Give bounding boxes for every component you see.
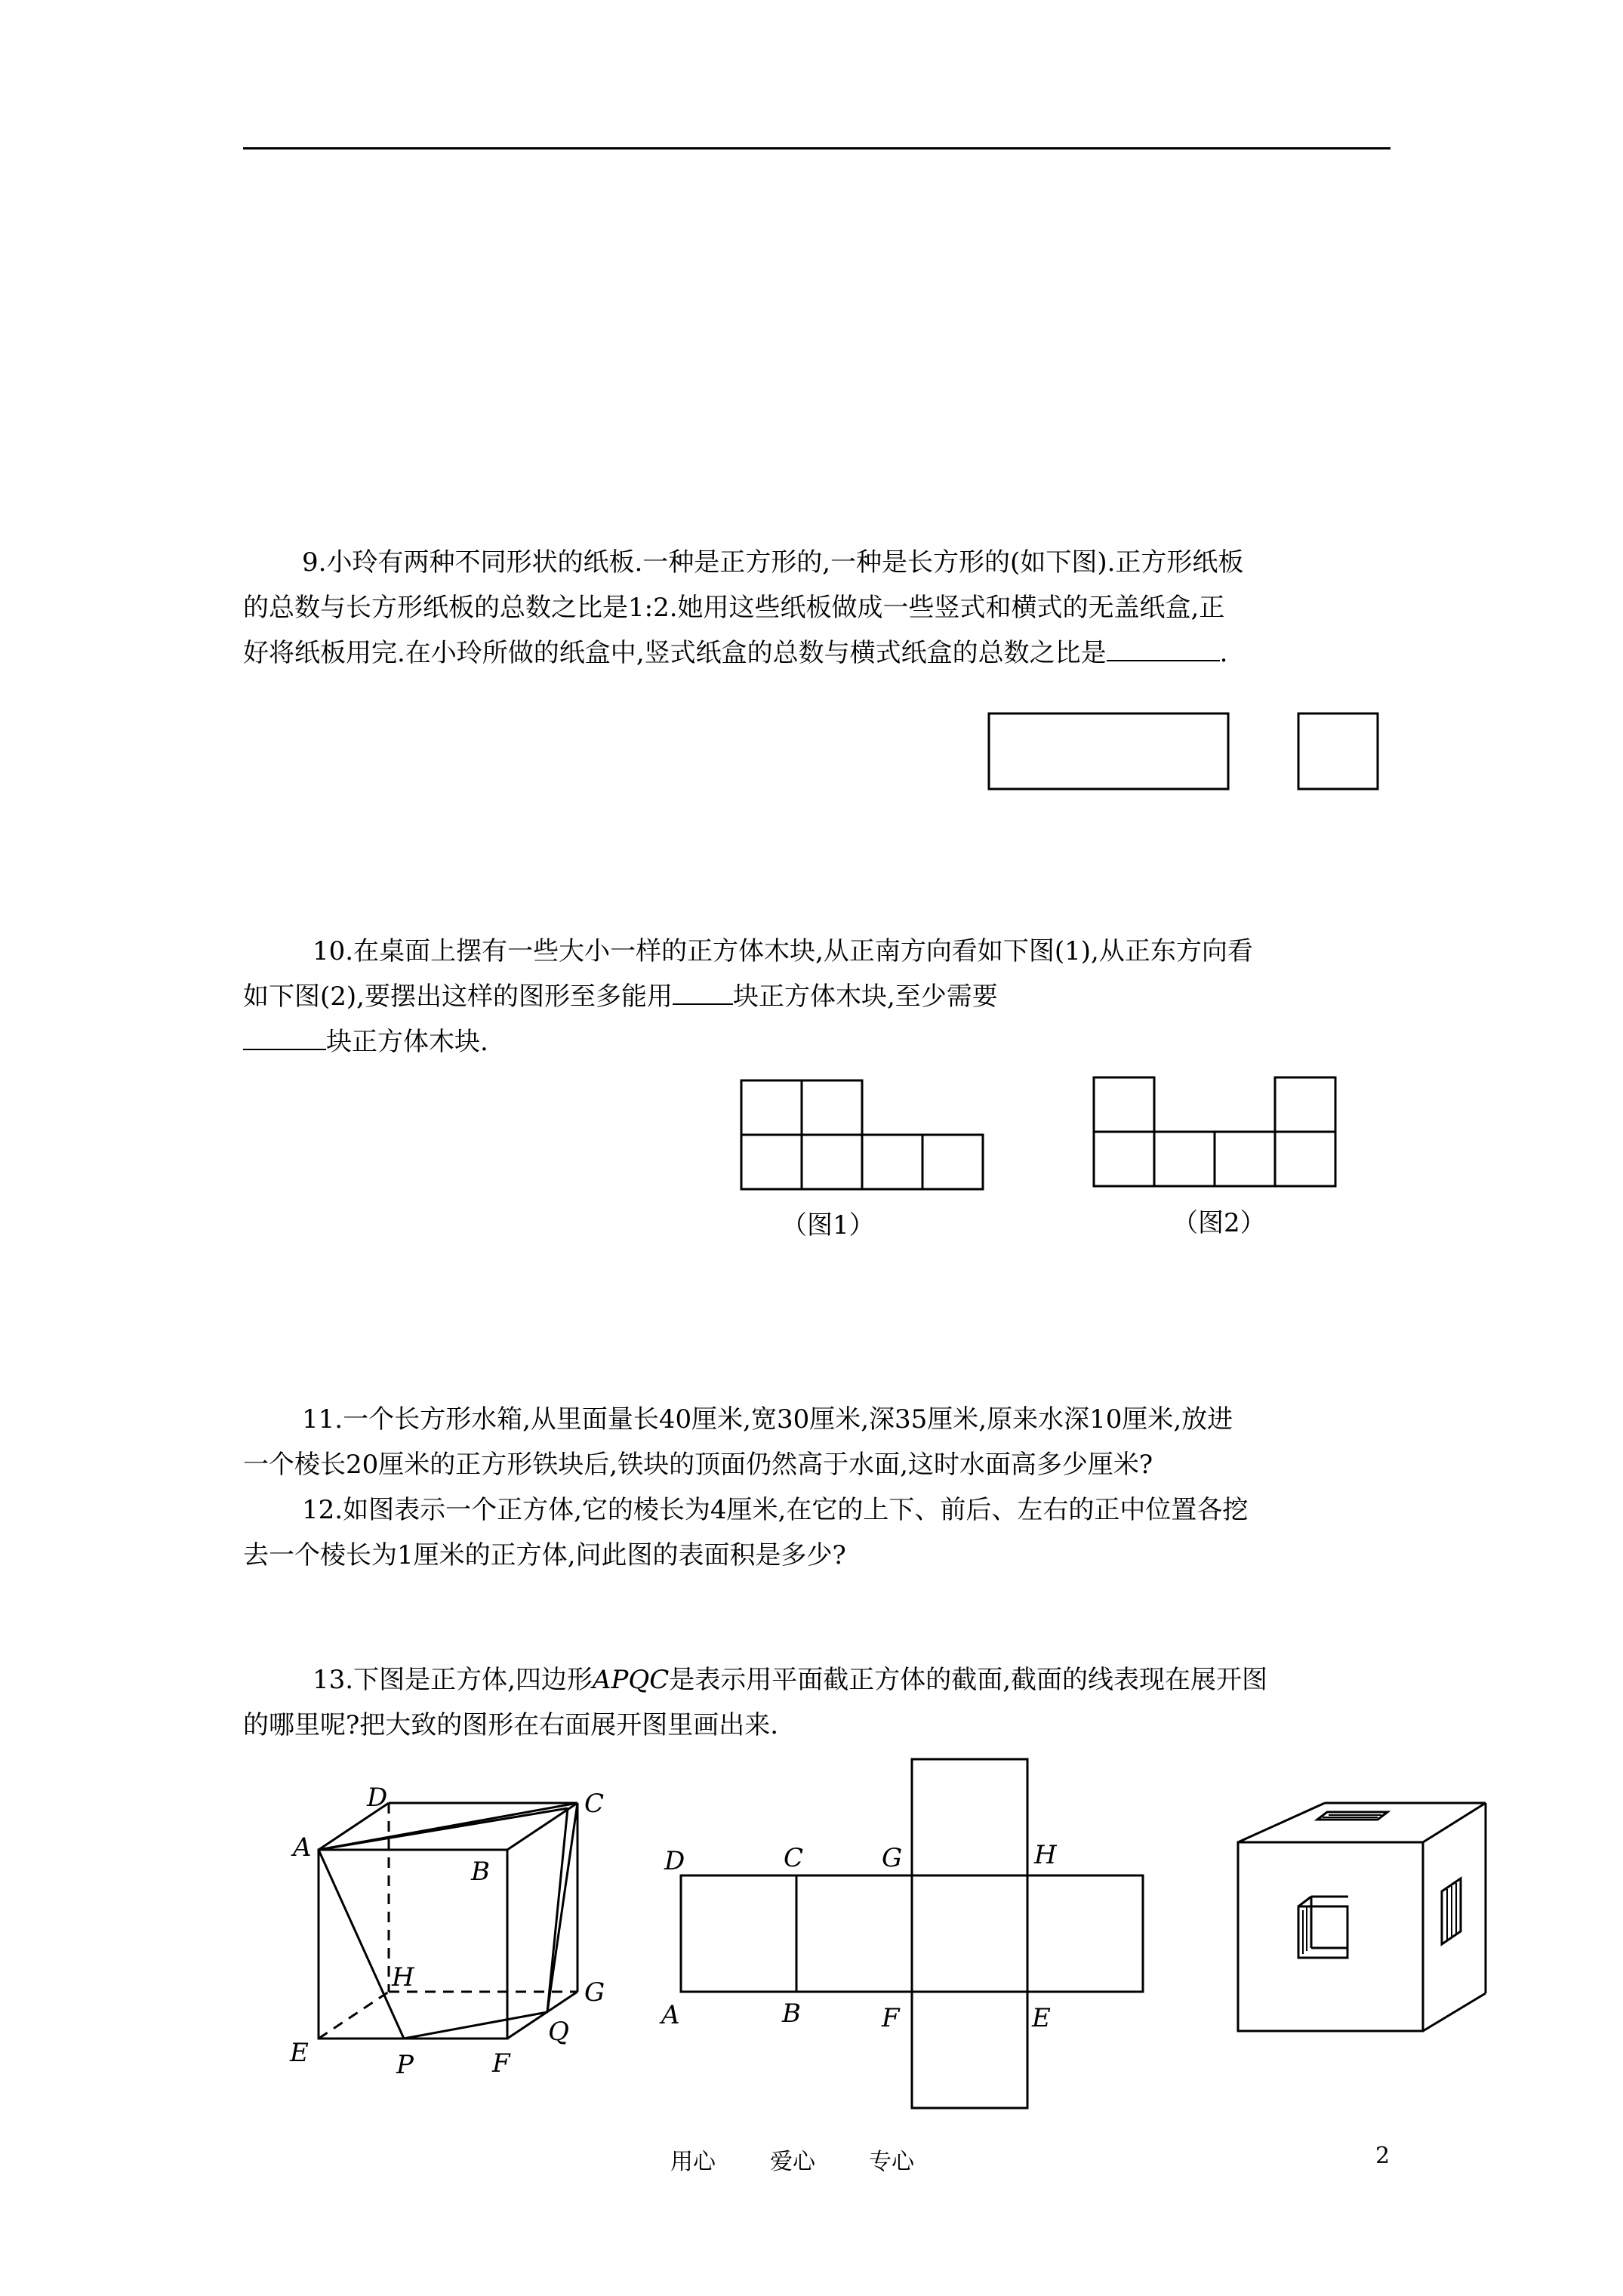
net-label-A: A — [661, 2000, 680, 2030]
q13-quad-name: APQC — [592, 1665, 670, 1695]
q13-line-1-a: 13.下图是正方体,四边形 — [313, 1665, 593, 1695]
front-hole — [1298, 1897, 1348, 1958]
top-hole — [1317, 1812, 1387, 1820]
cube-label-B: B — [471, 1857, 490, 1887]
cube-label-D: D — [367, 1783, 388, 1813]
q9-line-3-end: . — [1219, 638, 1228, 668]
cube-label-G: G — [584, 1977, 605, 2008]
footer-motto-1: 用心 — [670, 2149, 716, 2175]
q12-line-1: 12.如图表示一个正方体,它的棱长为4厘米,在它的上下、前后、左右的正中位置各挖 — [302, 1495, 1249, 1525]
cube-label-H: H — [392, 1962, 414, 1992]
q13-line-1-b: 是表示用平面截正方体的截面,截面的线表现在展开图 — [669, 1665, 1268, 1695]
cube-label-Q: Q — [548, 2017, 569, 2047]
q10-line-3-b: 块正方体木块. — [326, 1027, 488, 1057]
net-label-E: E — [1032, 2003, 1051, 2033]
side-hole — [1442, 1878, 1461, 1944]
cube-label-F: F — [492, 2048, 510, 2079]
net-label-G: G — [882, 1843, 903, 1873]
net-label-D: D — [664, 1846, 685, 1876]
cube-label-E: E — [290, 2038, 309, 2068]
net-label-B: B — [782, 1999, 801, 2029]
q9-line-1: 9.小玲有两种不同形状的纸板.一种是正方形的,一种是长方形的(如下图).正方形纸板 — [302, 547, 1244, 578]
footer-motto-2: 爱心 — [770, 2149, 815, 2175]
fig2-caption: （图2） — [1172, 1208, 1266, 1238]
q13-line-2: 的哪里呢?把大致的图形在右面展开图里画出来. — [243, 1710, 779, 1740]
cube-label-A: A — [293, 1832, 312, 1863]
q9-line-2: 的总数与长方形纸板的总数之比是1:2.她用这些纸板做成一些竖式和横式的无盖纸盒,正 — [243, 593, 1225, 623]
net-label-C: C — [784, 1843, 804, 1873]
footer-motto-3: 专心 — [869, 2149, 914, 2175]
q9-line-3-text: 好将纸板用完.在小玲所做的纸盒中,竖式纸盒的总数与横式纸盒的总数之比是 — [243, 638, 1107, 668]
q10-line-2-a: 如下图(2),要摆出这样的图形至多能用 — [243, 982, 673, 1012]
q11-line-2: 一个棱长20厘米的正方形铁块后,铁块的顶面仍然高于水面,这时水面高多少厘米? — [243, 1450, 1153, 1480]
page-number: 2 — [1375, 2143, 1390, 2169]
q10-line-1: 10.在桌面上摆有一些大小一样的正方体木块,从正南方向看如下图(1),从正东方向看 — [313, 936, 1253, 966]
net-label-F: F — [882, 2003, 900, 2033]
q11-line-1: 11.一个长方形水箱,从里面量长40厘米,宽30厘米,深35厘米,原来水深10厘米,放进 — [302, 1404, 1233, 1435]
net-label-H: H — [1034, 1840, 1057, 1870]
cube-label-C: C — [584, 1789, 605, 1819]
fig1-caption: （图1） — [781, 1210, 875, 1240]
q10-line-2-b: 块正方体木块,至少需要 — [732, 982, 998, 1012]
q12-line-2: 去一个棱长为1厘米的正方体,问此图的表面积是多少? — [243, 1540, 846, 1570]
cube-label-P: P — [396, 2050, 414, 2080]
